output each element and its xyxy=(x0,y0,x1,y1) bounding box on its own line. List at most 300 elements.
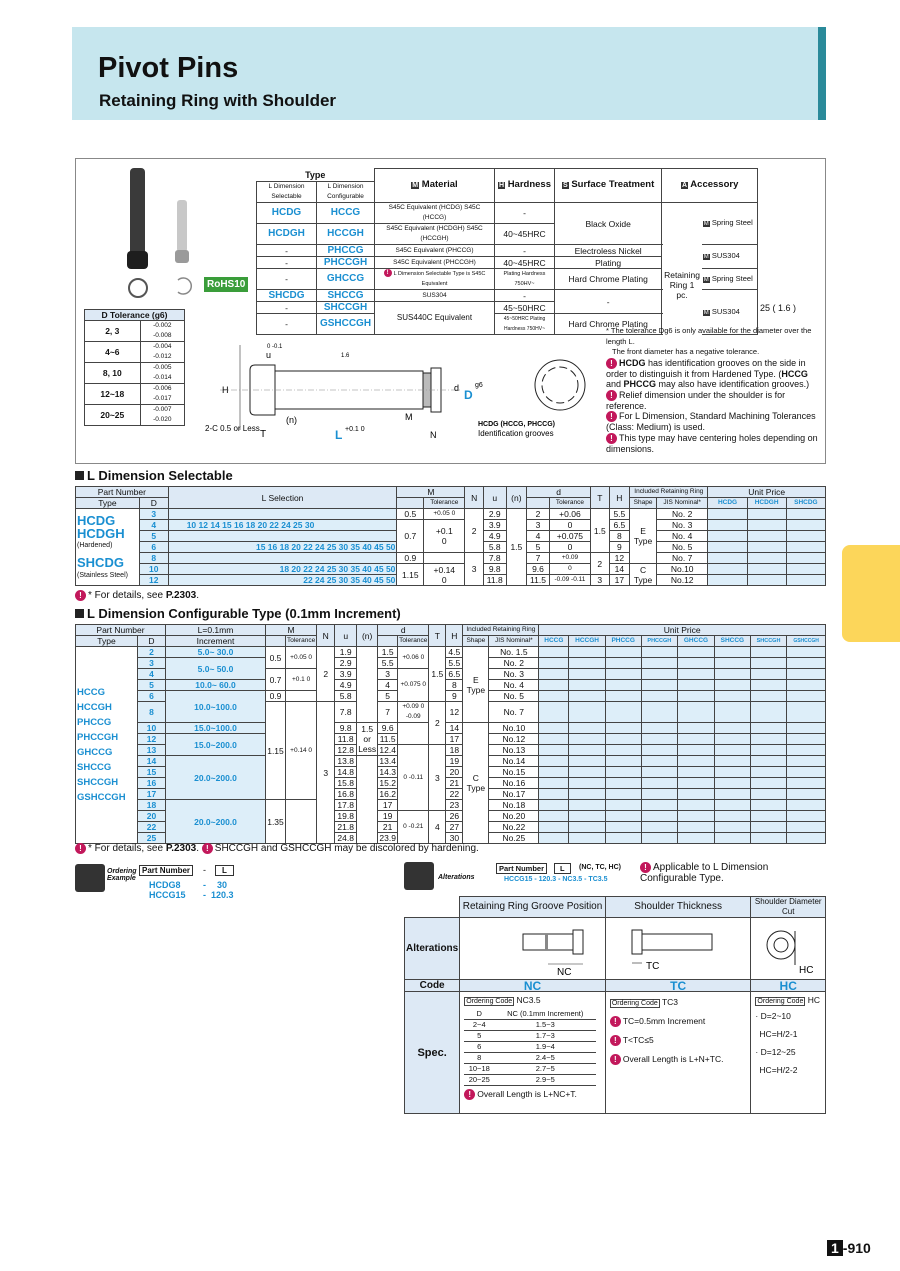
conf-d-tol: +0.075 0 xyxy=(398,669,429,702)
sel-lsel xyxy=(168,531,397,542)
conf-price-cell[interactable] xyxy=(750,811,786,822)
conf-d: 1.5 xyxy=(378,647,398,658)
conf-price-cell[interactable] xyxy=(678,723,715,734)
conf-price-cell[interactable] xyxy=(605,767,641,778)
conf-d-tol: 0 -0.11 xyxy=(398,745,429,811)
sel-price-cell[interactable] xyxy=(786,509,825,520)
conf-price-cell[interactable] xyxy=(569,789,605,800)
conf-price-cell[interactable] xyxy=(787,691,826,702)
conf-price-cell[interactable] xyxy=(641,767,677,778)
conf-price-cell[interactable] xyxy=(750,745,786,756)
conf-price-cell[interactable] xyxy=(539,833,569,844)
conf-u: 19.8 xyxy=(335,811,357,822)
conf-D: 25 xyxy=(138,833,166,844)
conf-price-cell[interactable] xyxy=(539,822,569,833)
conf-price-col: GHCCG xyxy=(678,636,715,647)
conf-price-cell[interactable] xyxy=(750,789,786,800)
conf-price-cell[interactable] xyxy=(750,767,786,778)
conf-price-cell[interactable] xyxy=(678,789,715,800)
conf-price-cell[interactable] xyxy=(678,800,715,811)
conf-price-cell[interactable] xyxy=(569,723,605,734)
svg-text:N: N xyxy=(430,430,437,440)
conf-price-cell[interactable] xyxy=(539,680,569,691)
selectable-title: L Dimension Selectable xyxy=(75,468,233,483)
sel-price-cell[interactable] xyxy=(747,531,786,542)
sel-u: 5.8 xyxy=(483,542,506,553)
conf-price-cell[interactable] xyxy=(569,756,605,767)
conf-price-cell[interactable] xyxy=(641,811,677,822)
conf-price-cell[interactable] xyxy=(539,745,569,756)
sel-u: 9.8 xyxy=(483,564,506,575)
conf-H: 14 xyxy=(446,723,463,734)
sel-price-cell[interactable] xyxy=(747,564,786,575)
conf-price-cell[interactable] xyxy=(678,811,715,822)
conf-price-cell[interactable] xyxy=(539,658,569,669)
dtol-val: -0.007 -0.020 xyxy=(140,405,184,426)
conf-price-cell[interactable] xyxy=(605,789,641,800)
conf-price-cell[interactable] xyxy=(678,756,715,767)
conf-price-cell[interactable] xyxy=(714,756,750,767)
conf-price-cell[interactable] xyxy=(787,734,826,745)
sel-price-cell[interactable] xyxy=(747,553,786,564)
sel-h-D: D xyxy=(139,498,168,509)
conf-price-cell[interactable] xyxy=(641,822,677,833)
conf-price-cell[interactable] xyxy=(678,822,715,833)
conf-price-cell[interactable] xyxy=(539,789,569,800)
sel-price-cell[interactable] xyxy=(747,520,786,531)
dtol-val: -0.005 -0.014 xyxy=(140,363,184,384)
conf-price-cell[interactable] xyxy=(787,745,826,756)
sel-jis: No. 3 xyxy=(656,520,708,531)
conf-price-cell[interactable] xyxy=(605,647,641,658)
conf-price-cell[interactable] xyxy=(641,756,677,767)
sel-price-cell[interactable] xyxy=(708,531,747,542)
conf-price-cell[interactable] xyxy=(750,778,786,789)
conf-price-cell[interactable] xyxy=(641,658,677,669)
conf-price-cell[interactable] xyxy=(641,723,677,734)
spec-type-sel: HCDGH xyxy=(257,224,317,245)
sel-d-tol: +0.06 xyxy=(549,509,590,520)
conf-N: 2 xyxy=(317,647,335,702)
spec-type-conf: HCCGH xyxy=(317,224,375,245)
conf-price-cell[interactable] xyxy=(539,734,569,745)
sel-price-cell[interactable] xyxy=(708,553,747,564)
sel-price-cell[interactable] xyxy=(708,564,747,575)
conf-price-cell[interactable] xyxy=(569,745,605,756)
conf-d: 3 xyxy=(378,669,398,680)
sel-price-cell[interactable] xyxy=(786,564,825,575)
sel-h-m-val xyxy=(397,498,424,509)
sel-h: 8 xyxy=(609,531,630,542)
conf-M: 0.7 xyxy=(266,669,286,691)
conf-jis: No.22 xyxy=(489,822,539,833)
svg-text:HCDG (HCCG, PHCCG): HCDG (HCCG, PHCCG) xyxy=(478,421,555,428)
conf-price-cell[interactable] xyxy=(750,822,786,833)
svg-text:1.6: 1.6 xyxy=(341,353,350,359)
conf-D: 3 xyxy=(138,658,166,669)
conf-price-cell[interactable] xyxy=(605,833,641,844)
conf-price-cell[interactable] xyxy=(569,680,605,691)
alt-row-code: Code xyxy=(405,980,460,992)
conf-jis: No. 4 xyxy=(489,680,539,691)
conf-price-cell[interactable] xyxy=(750,680,786,691)
svg-text:(n): (n) xyxy=(286,415,297,425)
conf-price-cell[interactable] xyxy=(605,811,641,822)
ordering-l-box: L xyxy=(215,865,234,876)
sel-h-m-tol: Tolerance xyxy=(424,498,465,509)
conf-price-cell[interactable] xyxy=(569,811,605,822)
conf-price-cell[interactable] xyxy=(678,702,715,723)
conf-price-cell[interactable] xyxy=(678,669,715,680)
conf-price-cell[interactable] xyxy=(605,822,641,833)
conf-h-price: Unit Price xyxy=(539,625,826,636)
svg-text:g6: g6 xyxy=(475,382,483,389)
conf-price-cell[interactable] xyxy=(641,745,677,756)
conf-price-cell[interactable] xyxy=(641,691,677,702)
conf-d: 19 xyxy=(378,811,398,822)
conf-price-cell[interactable] xyxy=(787,800,826,811)
configurable-table xyxy=(75,624,826,844)
spec-hardness: - xyxy=(495,290,555,302)
sel-price-cell[interactable] xyxy=(786,553,825,564)
conf-u: 12.8 xyxy=(335,745,357,756)
note-front: The front diameter has a negative tolerance. xyxy=(612,347,760,356)
conf-price-cell[interactable] xyxy=(641,680,677,691)
conf-price-cell[interactable] xyxy=(605,669,641,680)
spec-hardness: - xyxy=(495,245,555,257)
conf-price-cell[interactable] xyxy=(641,647,677,658)
conf-price-cell[interactable] xyxy=(605,658,641,669)
alt-spec-tc: Ordering Code TC3 ! TC=0.5mm Increment ! T<TC≤5 ! Overall Length is L+N+TC. xyxy=(605,992,751,1114)
sel-D: 10 xyxy=(139,564,168,575)
conf-L: 15.0~100.0 xyxy=(166,723,266,734)
conf-D: 12 xyxy=(138,734,166,745)
conf-price-cell[interactable] xyxy=(750,702,786,723)
conf-price-cell[interactable] xyxy=(714,811,750,822)
conf-price-cell[interactable] xyxy=(714,680,750,691)
conf-price-cell[interactable] xyxy=(787,669,826,680)
conf-price-cell[interactable] xyxy=(787,833,826,844)
sel-m: 0.9 xyxy=(397,553,424,564)
conf-price-cell[interactable] xyxy=(678,778,715,789)
conf-h-d-val xyxy=(378,636,398,647)
conf-price-cell[interactable] xyxy=(787,723,826,734)
conf-D: 22 xyxy=(138,822,166,833)
sel-h-nn: (n) xyxy=(506,487,527,509)
alt-nc-drawing xyxy=(460,918,606,980)
conf-price-cell[interactable] xyxy=(714,691,750,702)
conf-price-cell[interactable] xyxy=(678,734,715,745)
conf-L: 20.0~200.0 xyxy=(166,756,266,800)
conf-price-cell[interactable] xyxy=(569,647,605,658)
conf-price-cell[interactable] xyxy=(539,723,569,734)
conf-H: 6.5 xyxy=(446,669,463,680)
conf-h-nn: (n) xyxy=(357,625,378,647)
sel-footnote: ! * For details, see P.2303. xyxy=(75,590,199,601)
conf-jis: No.14 xyxy=(489,756,539,767)
sel-lsel: 10 12 14 15 16 18 20 22 24 25 30 xyxy=(168,520,397,531)
conf-price-cell[interactable] xyxy=(714,789,750,800)
conf-M: 1.15 xyxy=(266,702,286,800)
side-tab xyxy=(842,545,900,642)
spec-type-conf: PHCCG xyxy=(317,245,375,257)
conf-u: 9.8 xyxy=(335,723,357,734)
conf-L: 15.0~200.0 xyxy=(166,734,266,756)
conf-price-cell[interactable] xyxy=(714,822,750,833)
sel-price-cell[interactable] xyxy=(786,542,825,553)
conf-d: 13.4 xyxy=(379,756,396,766)
spec-surface: Hard Chrome Plating xyxy=(555,314,662,335)
conf-price-cell[interactable] xyxy=(714,734,750,745)
sel-u: 3.9 xyxy=(483,520,506,531)
conf-price-cell[interactable] xyxy=(750,669,786,680)
conf-jis: No.18 xyxy=(489,800,539,811)
conf-H: 20 xyxy=(446,767,463,778)
conf-price-cell[interactable] xyxy=(539,756,569,767)
sel-h-m: M xyxy=(397,487,465,498)
alt-hc-drawing xyxy=(751,918,826,980)
conf-price-cell[interactable] xyxy=(605,723,641,734)
sel-d: 9.6 xyxy=(527,564,550,575)
conf-price-cell[interactable] xyxy=(539,669,569,680)
conf-price-cell[interactable] xyxy=(678,680,715,691)
conf-price-cell[interactable] xyxy=(787,789,826,800)
spec-type-sel: - xyxy=(257,269,317,290)
spec-material: SUS304 xyxy=(375,290,495,302)
conf-price-cell[interactable] xyxy=(750,691,786,702)
conf-price-cell[interactable] xyxy=(539,778,569,789)
conf-price-cell[interactable] xyxy=(678,767,715,778)
conf-price-cell[interactable] xyxy=(787,647,826,658)
conf-price-cell[interactable] xyxy=(787,756,826,767)
conf-price-cell[interactable] xyxy=(569,691,605,702)
conf-jis: No. 5 xyxy=(489,691,539,702)
notes-block xyxy=(606,326,821,455)
conf-price-cell[interactable] xyxy=(539,767,569,778)
conf-price-cell[interactable] xyxy=(569,800,605,811)
conf-price-cell[interactable] xyxy=(678,745,715,756)
conf-D: 2 xyxy=(138,647,166,658)
conf-price-cell[interactable] xyxy=(714,647,750,658)
conf-price-cell[interactable] xyxy=(750,658,786,669)
dtol-d: 2, 3 xyxy=(85,321,141,342)
conf-price-cell[interactable] xyxy=(605,756,641,767)
sel-h-u: u xyxy=(483,487,506,509)
conf-price-cell[interactable] xyxy=(787,822,826,833)
alt-code-tc: TC xyxy=(605,980,751,992)
conf-price-cell[interactable] xyxy=(750,734,786,745)
conf-price-cell[interactable] xyxy=(787,767,826,778)
conf-price-cell[interactable] xyxy=(750,723,786,734)
conf-price-cell[interactable] xyxy=(641,702,677,723)
spec-type-conf: SHCCG xyxy=(317,290,375,302)
conf-price-cell[interactable] xyxy=(569,778,605,789)
spec-material: S45C Equivalent (PHCCGH) xyxy=(375,257,495,269)
conf-price-cell[interactable] xyxy=(539,702,569,723)
svg-text:NC: NC xyxy=(556,966,571,977)
sel-h: 14 xyxy=(609,564,630,575)
conf-price-cell[interactable] xyxy=(787,778,826,789)
conf-price-cell[interactable] xyxy=(787,702,826,723)
sel-D: 5 xyxy=(139,531,168,542)
conf-u: 7.8 xyxy=(335,702,357,723)
sel-price-cell[interactable] xyxy=(708,520,747,531)
sel-h: 12 xyxy=(609,553,630,564)
conf-h-m: M xyxy=(266,625,317,636)
sel-price-cell[interactable] xyxy=(708,542,747,553)
conf-L: 5.0~ 30.0 xyxy=(166,647,266,658)
conf-price-cell[interactable] xyxy=(605,680,641,691)
conf-price-col: HCCG xyxy=(539,636,569,647)
conf-u: 21.8 xyxy=(335,822,357,833)
dtol-d: 8, 10 xyxy=(85,363,141,384)
sel-h-d-val xyxy=(527,498,550,509)
conf-M: 0.5 xyxy=(266,647,286,669)
conf-price-cell[interactable] xyxy=(787,811,826,822)
conf-price-cell[interactable] xyxy=(569,767,605,778)
conf-D: 5 xyxy=(138,680,166,691)
conf-price-cell[interactable] xyxy=(714,702,750,723)
conf-d: 17 xyxy=(378,800,398,811)
conf-price-cell[interactable] xyxy=(641,778,677,789)
conf-price-cell[interactable] xyxy=(678,691,715,702)
page-title: Pivot Pins xyxy=(98,52,239,84)
ordering-ex: HCDG8 xyxy=(149,880,181,890)
conf-price-cell[interactable] xyxy=(714,833,750,844)
conf-price-cell[interactable] xyxy=(641,833,677,844)
sel-d-tol: 0 xyxy=(549,520,590,531)
conf-price-cell[interactable] xyxy=(605,800,641,811)
alterations-table xyxy=(404,896,826,1114)
sel-d: 5 xyxy=(527,542,550,553)
sel-n: 3 xyxy=(465,553,484,586)
conf-price-cell[interactable] xyxy=(678,647,715,658)
conf-price-cell[interactable] xyxy=(714,800,750,811)
conf-u: 16.8 xyxy=(335,789,357,800)
conf-price-cell[interactable] xyxy=(750,756,786,767)
conf-price-cell[interactable] xyxy=(605,734,641,745)
sel-price-cell[interactable] xyxy=(708,575,747,586)
sel-price-cell[interactable] xyxy=(786,520,825,531)
conf-price-cell[interactable] xyxy=(605,745,641,756)
conf-T: 1.5 xyxy=(429,647,446,702)
conf-price-cell[interactable] xyxy=(750,833,786,844)
sel-price-cell[interactable] xyxy=(786,531,825,542)
conf-D: 8 xyxy=(138,702,166,723)
conf-price-cell[interactable] xyxy=(539,647,569,658)
sel-h-h: H xyxy=(609,487,630,509)
conf-price-cell[interactable] xyxy=(750,800,786,811)
conf-price-cell[interactable] xyxy=(641,800,677,811)
alterations-icon xyxy=(404,862,434,890)
spec-type-conf: SHCCGH xyxy=(317,302,375,314)
sel-u: 2.9 xyxy=(483,509,506,520)
sel-price-cell[interactable] xyxy=(747,575,786,586)
sel-t: 2 xyxy=(591,553,610,575)
sel-d-tol: +0.075 xyxy=(549,531,590,542)
conf-price-cell[interactable] xyxy=(750,647,786,658)
nc-table: D NC (0.1mm Increment) 2~4 1.5~3 5 1.7~3 6 1.9~4 8 2.4~5 10~18 2.7~5 20~25 2.9~5 xyxy=(464,1009,596,1086)
sel-h-shape: Shape xyxy=(630,498,657,509)
sel-lsel xyxy=(168,553,397,564)
spec-material: S45C Equivalent (HCDGH) S45C (HCCGH) xyxy=(375,224,495,245)
conf-price-cell[interactable] xyxy=(569,833,605,844)
spec-type-conf: GSHCCGH xyxy=(317,314,375,335)
conf-price-cell[interactable] xyxy=(605,691,641,702)
sel-u: 11.8 xyxy=(483,575,506,586)
spec-surface: - xyxy=(555,290,662,314)
dtol-val: -0.006 -0.017 xyxy=(140,384,184,405)
conf-price-cell[interactable] xyxy=(539,800,569,811)
conf-price-cell[interactable] xyxy=(714,778,750,789)
conf-u: 13.8 xyxy=(335,756,357,767)
conf-price-cell[interactable] xyxy=(678,658,715,669)
conf-price-cell[interactable] xyxy=(714,723,750,734)
conf-price-cell[interactable] xyxy=(641,669,677,680)
conf-price-cell[interactable] xyxy=(539,811,569,822)
conf-price-cell[interactable] xyxy=(569,702,605,723)
conf-M-tol xyxy=(286,800,317,844)
svg-text:D: D xyxy=(464,388,473,402)
conf-jis: No.16 xyxy=(489,778,539,789)
conf-price-cell[interactable] xyxy=(714,745,750,756)
conf-L: 10.0~100.0 xyxy=(166,691,266,723)
spec-surface: Hard Chrome Plating xyxy=(555,269,662,290)
configurable-title: L Dimension Configurable Type (0.1mm Increment) xyxy=(75,606,401,621)
spec-material: S45C Equivalent (PHCCG) xyxy=(375,245,495,257)
conf-price-cell[interactable] xyxy=(569,822,605,833)
dtol-val: -0.004 -0.012 xyxy=(140,342,184,363)
conf-price-cell[interactable] xyxy=(787,680,826,691)
conf-price-cell[interactable] xyxy=(569,734,605,745)
conf-M-tol: +0.05 0 xyxy=(286,647,317,669)
conf-price-cell[interactable] xyxy=(714,767,750,778)
spec-hardness: 45~50HRC xyxy=(495,302,555,314)
conf-price-cell[interactable] xyxy=(714,658,750,669)
sel-price-cell[interactable] xyxy=(786,575,825,586)
conf-price-cell[interactable] xyxy=(787,658,826,669)
alt-code-hc: HC xyxy=(751,980,826,992)
conf-price-cell[interactable] xyxy=(605,702,641,723)
conf-price-cell[interactable] xyxy=(605,778,641,789)
conf-price-cell[interactable] xyxy=(539,691,569,702)
sel-price-cell[interactable] xyxy=(708,509,747,520)
conf-price-cell[interactable] xyxy=(569,669,605,680)
conf-price-cell[interactable] xyxy=(569,658,605,669)
note-star: * The tolerance Dg6 is only available for the diameter over the length L. xyxy=(606,326,812,346)
alt-corner xyxy=(405,897,460,918)
sel-h-price: Unit Price xyxy=(708,487,826,498)
spec-hardness: - xyxy=(495,203,555,224)
sel-price-cell[interactable] xyxy=(747,542,786,553)
conf-price-cell[interactable] xyxy=(714,669,750,680)
conf-price-cell[interactable] xyxy=(641,734,677,745)
conf-price-col: HCCGH xyxy=(569,636,605,647)
conf-u: 1.9 xyxy=(335,647,357,658)
svg-text:+0.1 0: +0.1 0 xyxy=(345,426,365,433)
conf-price-cell[interactable] xyxy=(641,789,677,800)
svg-text:M: M xyxy=(405,412,413,422)
sel-D: 6 xyxy=(139,542,168,553)
conf-price-cell[interactable] xyxy=(678,833,715,844)
page-subtitle: Retaining Ring with Shoulder xyxy=(99,91,337,110)
conf-H: 30 xyxy=(446,833,463,844)
sel-h: 17 xyxy=(609,575,630,586)
alt-col-nc: Retaining Ring Groove Position xyxy=(460,897,606,918)
sel-price-col: SHCDG xyxy=(786,498,825,509)
sel-price-cell[interactable] xyxy=(747,509,786,520)
alt-codes: (NC, TC, HC) xyxy=(579,864,621,871)
